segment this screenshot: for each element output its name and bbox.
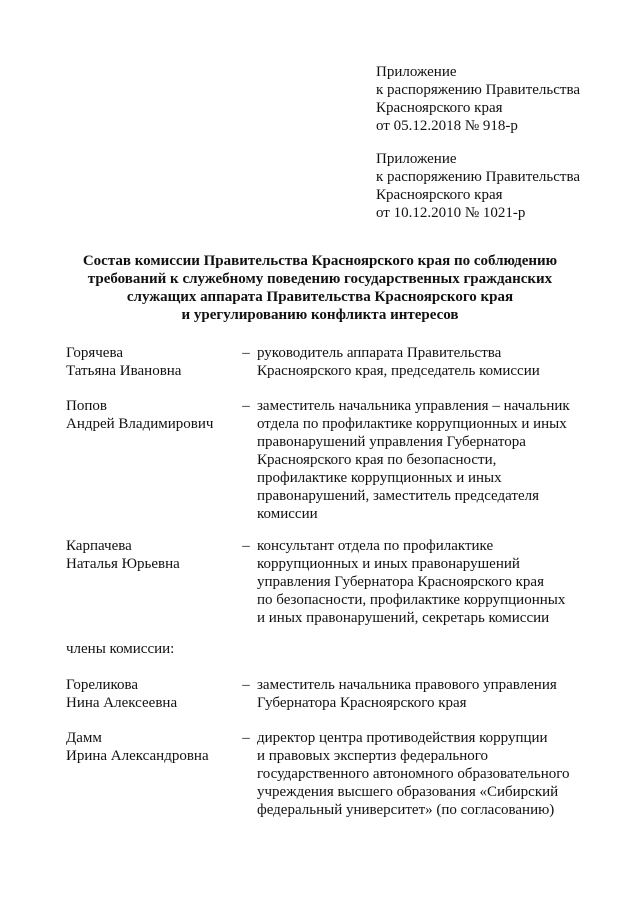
dash-separator: – (242, 345, 250, 361)
role-line: комиссии (257, 506, 318, 522)
dash-separator: – (242, 538, 250, 554)
role-line: государственного автономного образовательного (257, 766, 570, 782)
member-role (257, 537, 597, 627)
role-line: директор центра противодействия коррупции (257, 730, 548, 746)
appendix-original-header (376, 150, 626, 222)
dash-separator: – (242, 730, 250, 746)
members-heading: члены комиссии: (66, 641, 175, 657)
member-name (66, 729, 236, 765)
member-surname: Гореликова (66, 677, 139, 693)
title-line: требований к служебному поведению государственных гражданских (87, 271, 553, 287)
dash-separator: – (242, 398, 250, 414)
member-given-names: Ирина Александровна (66, 748, 209, 764)
title-line: и урегулированию конфликта интересов (181, 307, 459, 323)
appendix-line: Приложение (376, 64, 457, 80)
title-line: служащих аппарата Правительства Красноярского края (126, 289, 514, 305)
member-given-names: Андрей Владимирович (66, 416, 214, 432)
role-line: и правовых экспертиз федерального (257, 748, 488, 764)
role-line: отдела по профилактике коррупционных и иных (257, 416, 567, 432)
role-line: профилактике коррупционных и иных (257, 470, 502, 486)
role-line: Красноярского края по безопасности, (257, 452, 497, 468)
role-line: управления Губернатора Красноярского края (257, 574, 544, 590)
member-surname: Карпачева (66, 538, 132, 554)
appendix-line: к распоряжению Правительства (376, 82, 581, 98)
role-line: по безопасности, профилактике коррупционных (257, 592, 566, 608)
member-role (257, 397, 597, 523)
appendix-line: Красноярского края (376, 187, 503, 203)
role-line: федеральный университет» (по согласованию) (257, 802, 555, 818)
document-title (60, 252, 580, 324)
role-line: коррупционных и иных правонарушений (257, 556, 520, 572)
role-line: правонарушений управления Губернатора (257, 434, 526, 450)
appendix-line: Красноярского края (376, 100, 503, 116)
member-given-names: Наталья Юрьевна (66, 556, 180, 572)
dash-separator: – (242, 677, 250, 693)
member-given-names: Татьяна Ивановна (66, 363, 182, 379)
appendix-line: от 10.12.2010 № 1021-р (376, 205, 526, 221)
role-line: заместитель начальника управления – начальник (257, 398, 570, 414)
appendix-line: к распоряжению Правительства (376, 169, 581, 185)
role-line: консультант отдела по профилактике (257, 538, 494, 554)
title-line: Состав комиссии Правительства Красноярского края по соблюдению (82, 253, 558, 269)
member-given-names: Нина Алексеевна (66, 695, 178, 711)
role-line: учреждения высшего образования «Сибирский (257, 784, 559, 800)
member-name (66, 676, 236, 712)
member-role (257, 344, 597, 380)
role-line: Губернатора Красноярского края (257, 695, 467, 711)
appendix-line: от 05.12.2018 № 918-р (376, 118, 518, 134)
role-line: и иных правонарушений, секретарь комиссии (257, 610, 550, 626)
member-name (66, 344, 236, 380)
member-name (66, 537, 236, 573)
appendix-current-header (376, 63, 626, 135)
member-surname: Дамм (66, 730, 102, 746)
member-role (257, 676, 597, 712)
member-surname: Горячева (66, 345, 123, 361)
member-role (257, 729, 597, 819)
role-line: правонарушений, заместитель председателя (257, 488, 539, 504)
role-line: руководитель аппарата Правительства (257, 345, 502, 361)
role-line: Красноярского края, председатель комиссии (257, 363, 540, 379)
member-surname: Попов (66, 398, 107, 414)
appendix-line: Приложение (376, 151, 457, 167)
role-line: заместитель начальника правового управления (257, 677, 557, 693)
member-name (66, 397, 236, 433)
